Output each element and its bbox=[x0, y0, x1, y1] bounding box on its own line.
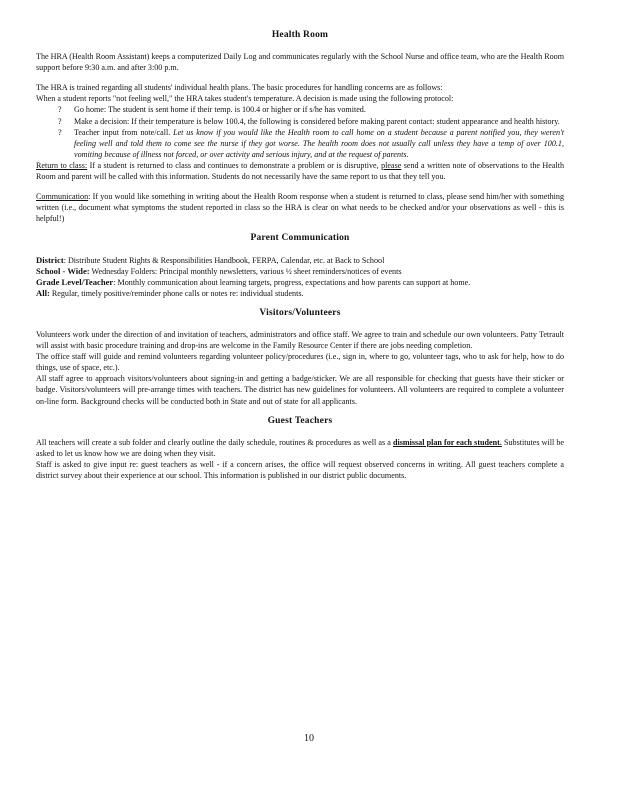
health-room-title: Health Room bbox=[271, 30, 329, 40]
visitors-paragraph-1: Volunteers work under the direction of and invitation of teachers, administrators and office staff. We agree to train and schedule our own volunteers. Patty Tetrault will assist with basic procedure training and drop-ins are welcome in the Family Resource Center if there are jobs needing completion. bbox=[36, 329, 564, 351]
return-to-class-label: Return to class: bbox=[36, 160, 88, 170]
guest-teachers-paragraph-1: All teachers will create a sub folder and clearly outline the daily schedule, routines & procedures as well as a dismissal plan for each student. Substitutes will be asked to let us know how we are doing when they visit. bbox=[36, 437, 564, 458]
guest-teachers-title: Guest Teachers bbox=[267, 415, 333, 426]
visitors-paragraph-2: The office staff will guide and remind volunteers regarding volunteer policy/procedures (i.e., sign in, where to go, volunteer tags, who to ask for help, how to do things, use of space, etc.). bbox=[36, 352, 564, 373]
visitors-section bbox=[36, 329, 564, 407]
guest-teachers-section bbox=[36, 437, 564, 481]
bullet-marker: ? bbox=[58, 116, 62, 126]
parent-comm-school-wide: School - Wide: Wednesday Folders: Principal monthly newsletters, various ½ sheet reminders/notices of events bbox=[36, 265, 402, 276]
bullet-marker: ? bbox=[58, 105, 62, 115]
parent-communication-title: Parent Communication bbox=[250, 233, 350, 244]
protocol-item-decision: ? Make a decision: If their temperature is below 100.4, the following is considered before making parent contact: student appearance and health history. bbox=[58, 116, 560, 126]
health-room-when: When a student reports "not feeling well," the HRA takes student's temperature. A decision is made using the following protocol: bbox=[36, 94, 454, 104]
dismissal-plan-emphasis: dismissal plan for each student. bbox=[392, 437, 502, 447]
document-page bbox=[36, 30, 564, 481]
parent-comm-grade-level: Grade Level/Teacher: Monthly communication about learning targets, progress, expectations and how parents can support at home. bbox=[36, 276, 471, 287]
return-to-class-paragraph: Return to class: If a student is returned to class and continues to demonstrate a problem or is disruptive, please send a written note of observations to the Health Room and parent will be called with this information. Students do not necessarily have the same report to us that they tell you. bbox=[36, 160, 564, 182]
guest-teachers-paragraph-2: Staff is asked to give input re: guest teachers as well - if a concern arises, the office will request observed concerns in writing. All guest teachers complete a district survey about their experience at our school. This information is published in our district public documents. bbox=[36, 459, 564, 480]
visitors-paragraph-3: All staff agree to approach visitors/volunteers about signing-in and getting a badge/sticker. We are all responsible for checking that guests have their sticker or badge. Visitors/volunteers will pre-arrange times with teachers. The district has new guidelines for volunteers. All volunteers are required to complete a volunteer on-line form. Background checks will be conducted both in State and out of state for all applicants. bbox=[36, 374, 564, 406]
teacher-input-italic: Let us know if you would like the Health room to call home on a student because a parent notified you, they weren't feeling well and told them to come see the nurse if they got worse. The health room does not usually call unless they have a temp of over 100.1, vomiting because of illness not forced, or over activity and serious injury, and at the request of parents. bbox=[74, 127, 564, 159]
health-room-intro: The HRA (Health Room Assistant) keeps a computerized Daily Log and communicates regularly with the School Nurse and office team, who are the Health Room support before 9:30 a.m. and after 3:00 p.m. bbox=[36, 52, 564, 73]
please-underlined: please bbox=[381, 160, 402, 170]
communication-label: Communication bbox=[36, 192, 89, 202]
protocol-item-teacher-input: ? Teacher input from note/call. Let us know if you would like the Health room to call home on a student because a parent notified you, they weren't feeling well and told them to come see the nurse if they got worse. The health room does not usually call unless they have a temp of over 100.1, vomiting because of illness not forced, or over activity and serious injury, and at the request of parents. bbox=[58, 127, 564, 159]
parent-comm-district: District: Distribute Student Rights & Responsibilities Handbook, FERPA, Calendar, etc. at Back to School bbox=[36, 254, 385, 265]
parent-communication-list bbox=[36, 255, 564, 299]
communication-paragraph: Communication: If you would like something in writing about the Health Room response when a student is returned to class, please send him/her with something written (i.e., document what symptoms the student reported in class so the HRA is clear on what needs to be checked and/or your observations as well - this is helpful!) bbox=[36, 192, 564, 224]
parent-comm-all: All: Regular, timely positive/reminder phone calls or notes re: individual students. bbox=[36, 287, 304, 298]
page-number: 10 bbox=[304, 733, 314, 744]
visitors-title: Visitors/Volunteers bbox=[259, 307, 341, 318]
bullet-marker: ? bbox=[58, 127, 62, 137]
health-room-trained: The HRA is trained regarding all students' individual health plans. The basic procedures for handling concerns are as follows: bbox=[36, 83, 443, 93]
protocol-item-go-home: ? Go home: The student is sent home if their temp. is 100.4 or higher or if s/he has vomited. bbox=[58, 105, 366, 115]
protocol-list bbox=[36, 104, 564, 159]
